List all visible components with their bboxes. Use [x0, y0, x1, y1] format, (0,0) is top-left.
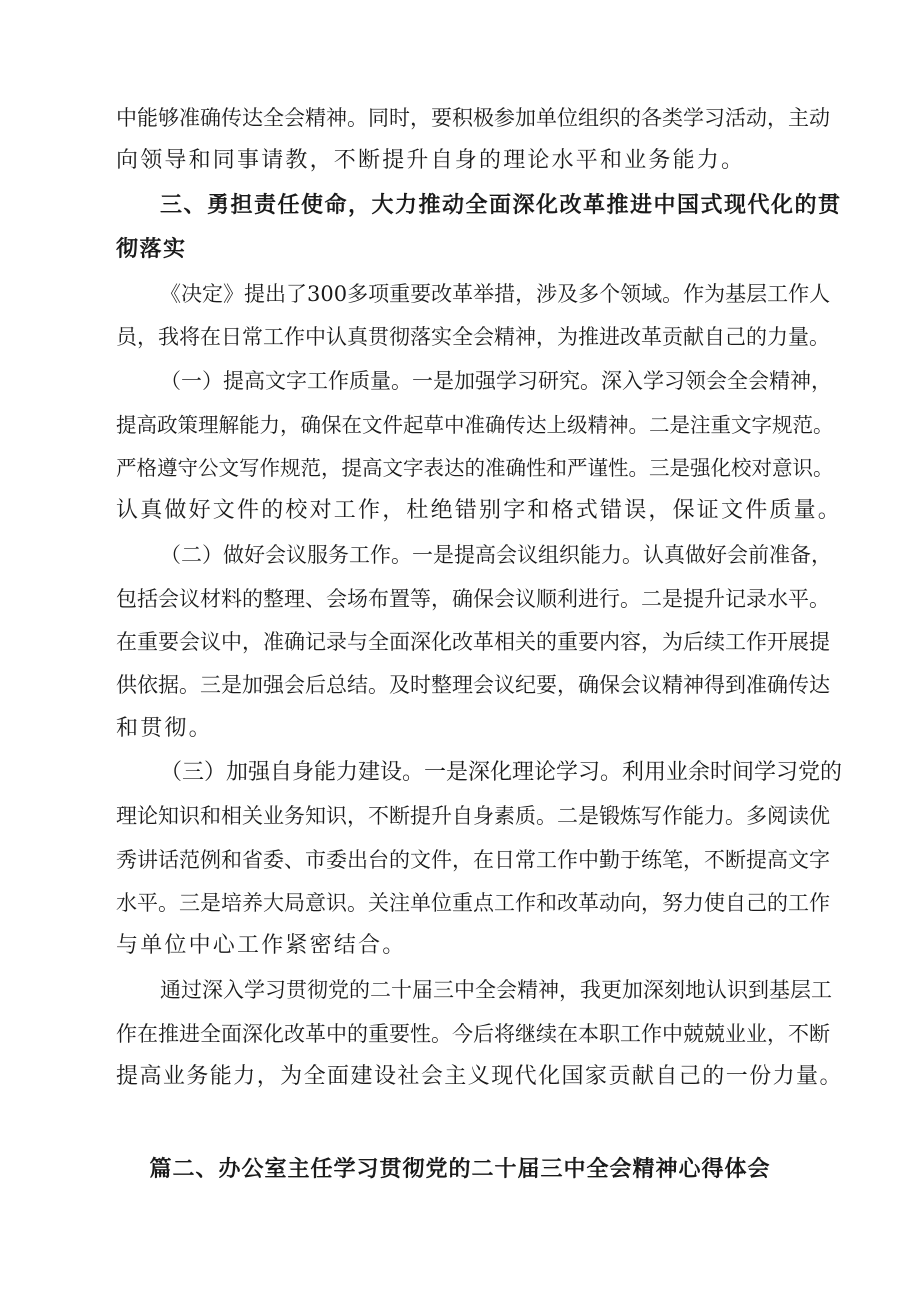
item-three-line: 与单位中心工作紧密结合。	[116, 933, 407, 958]
item-two-line: 供依据。三是加强会后总结。及时整理会议纪要，确保会议精神得到准确传达	[116, 673, 830, 697]
item-one-line: 提高政策理解能力，确保在文件起草中准确传达上级精神。二是注重文字规范。	[116, 413, 834, 437]
item-one-line: （一）提高文字工作质量。一是加强学习研究。深入学习领会全会精神，	[160, 369, 832, 393]
item-three-line: 理论知识和相关业务知识，不断提升自身素质。二是锻炼写作能力。多阅读优	[116, 804, 830, 828]
item-two-line: （二）做好会议服务工作。一是提高会议组织能力。认真做好会前准备，	[160, 543, 832, 567]
conclusion-line: 作在推进全面深化改革中的重要性。今后将继续在本职工作中兢兢业业，不断	[116, 1022, 830, 1046]
item-two-line: 在重要会议中，准确记录与全面深化改革相关的重要内容，为后续工作开展提	[116, 630, 830, 654]
item-two-line: 包括会议材料的整理、会场布置等，确保会议顺利进行。二是提升记录水平。	[116, 587, 830, 611]
item-two-line: 和贯彻。	[116, 716, 213, 741]
conclusion-line: 提高业务能力，为全面建设社会主义现代化国家贡献自己的一份力量。	[116, 1064, 843, 1089]
item-three-line: 水平。三是培养大局意识。关注单位重点工作和改革动向，努力使自己的工作	[116, 891, 830, 915]
article-title: 篇二、办公室主任学习贯彻党的二十届三中全会精神心得体会	[149, 1157, 771, 1182]
item-one-line: 严格遵守公文写作规范，提高文字表达的准确性和严谨性。三是强化校对意识。	[116, 456, 834, 480]
section-heading: 三、勇担责任使命，大力推动全面深化改革推进中国式现代化的贯	[160, 193, 842, 218]
conclusion-line: 通过深入学习贯彻党的二十届三中全会精神，我更加深刻地认识到基层工	[160, 978, 832, 1002]
body-line: 中能够准确传达全会精神。同时，要积极参加单位组织的各类学习活动，主动	[116, 106, 830, 130]
section-heading: 彻落实	[116, 237, 187, 262]
intro-line: 员，我将在日常工作中认真贯彻落实全会精神，为推进改革贡献自己的力量。	[116, 325, 830, 349]
body-line: 向领导和同事请教，不断提升自身的理论水平和业务能力。	[116, 148, 746, 173]
item-three-line: 秀讲话范例和省委、市委出台的文件，在日常工作中勤于练笔，不断提高文字	[116, 848, 830, 872]
intro-line: 《决定》提出了300多项重要改革举措，涉及多个领域。作为基层工作人	[160, 282, 831, 306]
item-three-line: （三）加强自身能力建设。一是深化理论学习。利用业余时间学习党的	[160, 760, 843, 785]
item-one-line: 认真做好文件的校对工作，杜绝错别字和格式错误，保证文件质量。	[116, 498, 843, 523]
